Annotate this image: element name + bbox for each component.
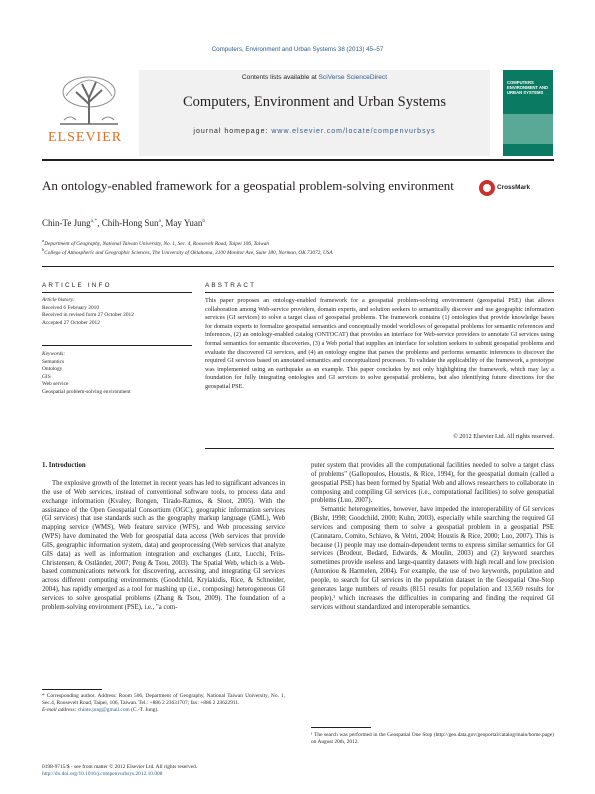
crossmark-icon: [479, 180, 495, 196]
footnote-rule: [42, 689, 102, 690]
affiliation-sup: b: [42, 247, 45, 252]
history-item: Accepted 27 October 2012: [42, 319, 100, 326]
elsevier-tree-icon: [56, 74, 122, 126]
affiliation: [42, 247, 542, 256]
author-sup[interactable]: a: [158, 218, 161, 224]
cover-title: COMPUTERS ENVIRONMENT AND URBAN SYSTEMS: [507, 80, 549, 95]
crossmark-button[interactable]: [479, 180, 539, 198]
keywords-label: Keywords:: [42, 351, 66, 357]
history-item: Received 6 February 2010: [42, 304, 100, 311]
issn-line: 0198-9715/$ - see front matter © 2012 Elsevier Ltd. All rights reserved.: [42, 764, 198, 770]
journal-homepage: [139, 128, 490, 135]
paragraph: puter system that provides all the computational facilities needed to solve a target class of problems" (Gallopoulos, Houstis, & Rice, 1994), for the geospatial domain (called a geospatial PSE) has been formed by Spatial Web and allows researchers to collaborate in composing and compiling GI services (i.e., computational facilities) to solve geospatial problems (Luo, 2007).: [311, 462, 554, 505]
author-name[interactable]: Chih-Hong Sun: [101, 218, 159, 228]
affiliation-text: College of Atmospheric and Geographic Sciences, The University of Oklahoma, 3100 Monitor Ave, Suite 180, Norman, OK 73072, USA: [44, 249, 333, 256]
author-list: Chin-Te Jung$^{a,*}$, Chih-Hong Sun$^a$, May Yuan$^b$: [42, 218, 206, 228]
bottom-info: [42, 764, 197, 779]
keyword: Web service: [42, 381, 69, 388]
affiliation-sup: a: [42, 238, 45, 243]
corresponding-text: * Corresponding author. Address: Room 506, Department of Geography, National Taiwan University, No. 1, Sec.4, Roosevelt Road, Taipei, 106, Taiwan. Tel.: +886 2 23631707; fax: +886 2 23622911.: [42, 693, 285, 707]
article-info-rule-2: [42, 345, 192, 346]
abstract-end-rule: [205, 448, 554, 449]
journal-title: Computers, Environment and Urban Systems: [183, 94, 446, 110]
abstract-copyright: © 2012 Elsevier Ltd. All rights reserved.: [453, 433, 554, 440]
journal-reference[interactable]: Computers, Environment and Urban Systems 38 (2013) 45–57: [211, 46, 384, 53]
keyword: GIS: [42, 373, 51, 380]
homepage-prefix: journal homepage:: [193, 128, 272, 135]
keywords: [42, 351, 192, 397]
publisher-name: ELSEVIER: [48, 130, 123, 145]
contents-line: [139, 74, 490, 81]
history-item: Received in revised form 27 October 2012: [42, 312, 134, 319]
doi-link[interactable]: http://dx.doi.org/10.1016/j.compenvurbsys.2012.10.008: [42, 771, 163, 778]
article-info-heading: ARTICLE INFO: [42, 282, 112, 289]
article-history: [42, 297, 192, 327]
email-label: E-mail address:: [42, 707, 78, 714]
header-rule: [42, 159, 554, 161]
homepage-link[interactable]: www.elsevier.com/locate/compenvurbsys: [271, 128, 436, 135]
elsevier-logo[interactable]: [42, 70, 137, 156]
body-column-left: [42, 480, 285, 613]
affiliation: [42, 238, 542, 247]
contents-prefix: Contents lists available at: [241, 74, 319, 81]
affiliation-text: Department of Geography, National Taiwan University, No. 1, Sec. 4, Roosevelt Road, Taipei 106, Taiwan: [44, 240, 270, 247]
keyword: Semantics: [42, 358, 65, 365]
article-title: An ontology-enabled framework for a geospatial problem-solving environment: [42, 178, 454, 193]
keyword: Ontology: [42, 366, 63, 373]
abstract-rule: [205, 292, 554, 293]
paragraph: Semantic heterogeneities, however, have impeded the interoperability of GI services (Bishr, 1998; Goodchild, 2000; Kuhn, 2003), especially while searching the required GI services and composing them to solve a geospatial problem in a geospatial PSE (Cannataro, Comito, Schiavo, & Veltri, 2004; Houstis & Rice, 2000; Luo, 2007). This is because (1) people may use domain-dependent terms to express similar semantics for GI services (Brodeur, Bedard, Edwards, & Moulin, 2003) and (2) keyword searches sometimes provide useless and large-quantity datasets with high recall and low precision (Antoniou & Harmelen, 2004). For example, the use of two keywords, population and people, to search for GI services in the population dataset in the Geospatial One-Stop generates large numbers of results (8151 results for population and 13,569 results for people),¹ which increases the difficulties in comparing and finding the required GI services without standardized and interoperable semantics.: [311, 506, 554, 611]
author-sup[interactable]: b: [202, 218, 206, 224]
keyword: Geospatial problem-solving environment: [42, 388, 131, 395]
paragraph: The explosive growth of the Internet in recent years has led to significant advances in the use of Web services, instead of conventional software tools, to process data and exchange information (Kvaley, Rongen, Tirado-Ramos, & Sloot, 2005). With the assistance of the Open Geospatial Consortium (OGC), geographic information services (GI services) that use standards such as the geography markup language (GML), Web mapping service (WMS), Web feature service (WFS), and Web processing service (WPS) have dominated the Web for geospatial data access (Web services that provide GIS, geographic information system, data) and geoprocessing (Web services that analyze GIS data) as well as information integration and exchanges (Lutz, Lucchi, Friis-Christensen, & Ostländer, 2007; Peng & Tsou, 2003). The Spatial Web, which is a Web-based communications network for discovering, accessing, and integrating GI services across different computing environments (Goodchild, Kryiakidis, Rice, & Schneider, 2004), has rapidly emerged as a tool for mashing up (i.e., composing) heterogeneous GI services to solve geospatial problems (Zhang & Tsou, 2009). The foundation of a problem-solving environment (PSE), i.e., "a com-: [42, 480, 285, 611]
sciencedirect-link[interactable]: SciVerse ScienceDirect: [318, 74, 388, 81]
email-link[interactable]: chinte.jung@gmail.com: [77, 707, 130, 714]
author-name[interactable]: Chin-Te Jung: [42, 218, 91, 228]
abstract-heading: ABSTRACT: [205, 282, 257, 289]
corresponding-author-note: [42, 693, 285, 715]
journal-banner: [139, 70, 490, 156]
article-info-rule: [42, 292, 192, 293]
intro-heading: 1. Introduction: [42, 462, 86, 469]
cover-stripe: [503, 114, 553, 144]
crossmark-label: CrossMark: [497, 184, 531, 191]
author-name[interactable]: May Yuan: [165, 218, 203, 228]
section-rule: [42, 266, 554, 267]
journal-cover-image[interactable]: [503, 70, 553, 156]
body-column-right: [311, 462, 554, 612]
footnote-1: ¹ The search was performed in the Geospatial One Stop (http://geo.data.gov/geoportal/catalog/main/home.page) on August 20th, 2012.: [311, 732, 554, 746]
footnote-rule-right: [311, 727, 371, 728]
history-label: Article history:: [42, 297, 75, 303]
author-sup[interactable]: a,*: [90, 218, 98, 224]
email-suffix: (C.-T. Jung).: [129, 707, 159, 714]
abstract-text: This paper proposes an ontology-enabled framework for a geospatial problem-solving environment (geospatial PSE) that allows collaboration among Web-service providers, domain experts, and solution seekers to semantically discover and use geographic information services (GI services) to solve a target class of geospatial problems. The framework contains (1) ontologies that provide knowledge bases for domain experts to formalize geospatial semantics and conceptually model workflows of geospatial problems for semantic references and inferences, (2) an ontology-enabled catalog (ONTOCAT) that provides an interface for Web-service providers to annotate GI services using formal semantics for semantic discoveries, (3) a Web portal that supplies an interface for solution seekers to submit geospatial problems and evaluate the discovered GI services, and (4) an ontology engine that parses the problems and performs semantic inferences to discover the required GI services based on annotated semantics and conceptualized processes. To validate the applicability of the framework, a prototype was implemented using an earthquake as an example. This paper concludes by not only highlighting the framework, which may lay a foundation for fully integrating ontologies and GI services to solve geospatial problems, but also identifying future directions for the geospatial PSE.: [205, 297, 554, 390]
